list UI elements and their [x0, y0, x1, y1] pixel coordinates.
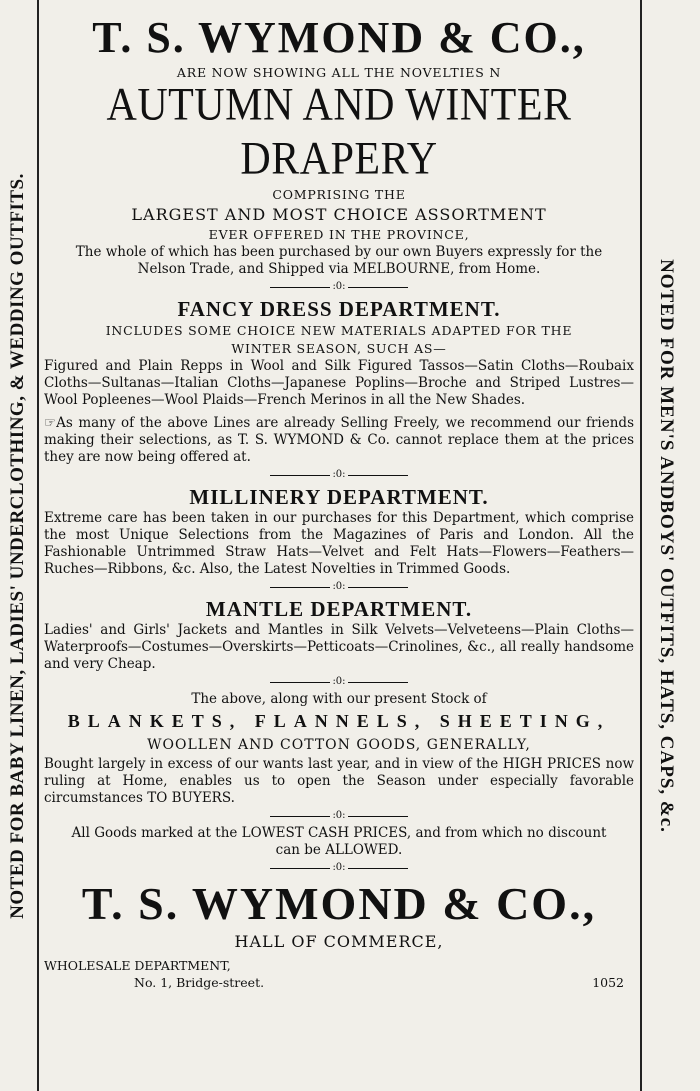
millinery-body: Extreme care has been taken in our purchases for this Department, which comprise the most Unique Selections from the Magazines of Paris and London. All the Fashionable Untrimmed Straw Hats—Velvet and Felt Hats—Flowers—Feathers—Ruches—Ribbons, &c. Also, the Latest Novelties in Trimmed Goods. — [44, 510, 634, 577]
footer-wholesale: WHOLESALE DEPARTMENT, — [44, 958, 231, 973]
left-side-banner — [0, 0, 36, 1091]
header-drapery: AUTUMN AND WINTER DRAPERY — [106, 79, 572, 185]
separator: :0: — [44, 280, 634, 294]
header-title: T. S. WYMOND & CO., — [92, 13, 586, 62]
prices-line-a: All Goods marked at the LOWEST CASH PRICES, and from which no discount — [71, 825, 607, 841]
right-side-text: NOTED FOR MEN'S ANDBOYS' OUTFITS, HATS, CAPS, &c. — [655, 258, 677, 833]
separator: :0: — [44, 675, 634, 689]
left-border-rule — [37, 0, 39, 1091]
stock-body: Bought largely in excess of our wants last year, and in view of the HIGH PRICES now ruling at Home, enables us to open the Season under especially favorable circumstances TO BUYERS. — [44, 756, 634, 806]
separator: :0: — [44, 809, 634, 823]
footer-number: 1052 — [592, 975, 624, 990]
separator: :0: — [44, 861, 634, 875]
separator: :0: — [44, 468, 634, 482]
footer-title: T. S. WYMOND & CO., — [81, 878, 597, 929]
stock-woollen: WOOLLEN AND COTTON GOODS, GENERALLY, — [147, 737, 531, 753]
fancy-notice: ☞As many of the above Lines are already Selling Freely, we recommend our friends making their selections, as T. S. WYMOND & Co. cannot replace them at the prices they are now being offered at. — [44, 415, 634, 465]
header-assortment: LARGEST AND MOST CHOICE ASSORTMENT — [131, 205, 547, 224]
footer-hall: HALL OF COMMERCE, — [234, 932, 444, 951]
stock-line: The above, along with our present Stock of — [191, 691, 487, 707]
separator: :0: — [44, 580, 634, 594]
ad-content — [44, 12, 634, 991]
footer-address-row — [44, 974, 634, 991]
right-border-rule — [640, 0, 642, 1091]
fancy-sub-a: INCLUDES SOME CHOICE NEW MATERIALS ADAPTED FOR THE — [105, 323, 573, 338]
fancy-sub-b: WINTER SEASON, SUCH AS— — [231, 341, 447, 356]
stock-blankets: BLANKETS, FLANNELS, SHEETING, — [67, 711, 611, 731]
header-comprising: COMPRISING THE — [272, 187, 406, 202]
header-line-novelties: ARE NOW SHOWING ALL THE NOVELTIES N — [176, 65, 502, 80]
mantle-heading: MANTLE DEPARTMENT. — [205, 597, 473, 621]
right-side-banner — [643, 0, 688, 1091]
fancy-heading: FANCY DRESS DEPARTMENT. — [177, 297, 501, 321]
fancy-body: Figured and Plain Repps in Wool and Silk Figured Tassos—Satin Cloths—Roubaix Cloths—Sultanas—Italian Cloths—Japanese Poplins—Broche and Striped Lustres—Wool Popleenes—Wool Plaids—French Merinos in all the New Shades. — [44, 358, 634, 408]
mantle-body: Ladies' and Girls' Jackets and Mantles in Silk Velvets—Velveteens—Plain Cloths—Waterproofs—Costumes—Overskirts—Petticoats—Crinolines, &c., all really handsome and very Cheap. — [44, 622, 634, 672]
intro-line-b: Nelson Trade, and Shipped via MELBOURNE, from Home. — [137, 261, 541, 277]
footer-address: No. 1, Bridge-street. — [134, 975, 265, 990]
millinery-heading: MILLINERY DEPARTMENT. — [189, 485, 489, 509]
intro-line-a: The whole of which has been purchased by our own Buyers expressly for the — [75, 244, 603, 260]
header-province: EVER OFFERED IN THE PROVINCE, — [208, 227, 470, 242]
prices-line-b: can be ALLOWED. — [275, 842, 403, 858]
left-side-text: NOTED FOR BABY LINEN, LADIES' UNDERCLOTHING, & WEDDING OUTFITS. — [7, 172, 29, 919]
